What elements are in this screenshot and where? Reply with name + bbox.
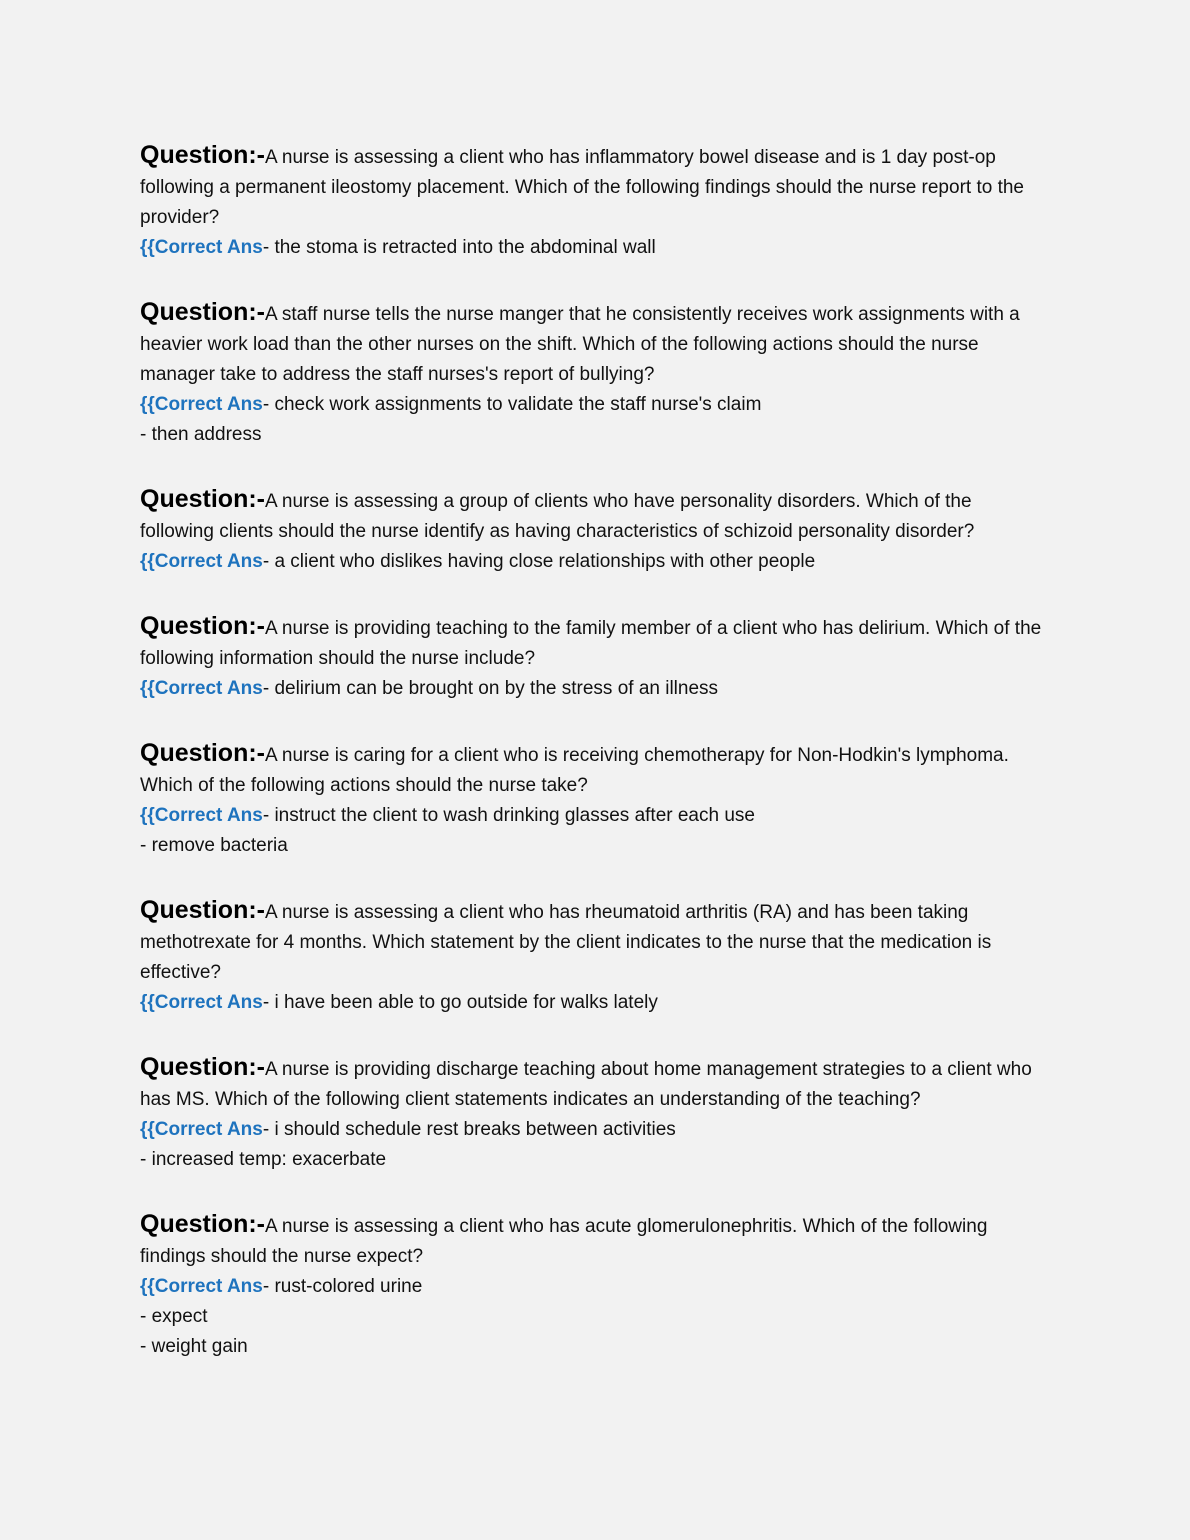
answer-paragraph (140, 674, 1050, 704)
correct-answer-label: {{Correct Ans (140, 678, 263, 699)
correct-answer-label: {{Correct Ans (140, 237, 263, 258)
answer-paragraph (140, 801, 1050, 831)
answer-paragraph (140, 988, 1050, 1018)
question-text: A nurse is assessing a group of clients who have personality disorders. Which of the following clients should the nurse identify as having characteristics of schizoid personality disorder? (140, 491, 975, 542)
question-label: Question:- (140, 1053, 265, 1081)
question-text: A nurse is assessing a client who has acute glomerulonephritis. Which of the following findings should the nurse expect? (140, 1216, 988, 1267)
answer-text: - check work assignments to validate the staff nurse's claim (262, 394, 762, 415)
question-text: A staff nurse tells the nurse manger that he consistently receives work assignments with a heavier work load than the other nurses on the shift. Which of the following actions should the nurse manager take to address the staff nurses's report of bullying? (140, 304, 1020, 385)
answer-paragraph (140, 390, 1050, 420)
qa-item-6 (140, 895, 1050, 1018)
answer-note: - then address (140, 424, 262, 445)
answer-note: - weight gain (140, 1336, 248, 1357)
answer-note: - increased temp: exacerbate (140, 1149, 387, 1170)
answer-text: - rust-colored urine (262, 1276, 423, 1297)
question-paragraph (140, 484, 1050, 547)
question-paragraph (140, 140, 1050, 233)
correct-answer-label: {{Correct Ans (140, 1119, 263, 1140)
question-text: A nurse is assessing a client who has rheumatoid arthritis (RA) and has been taking methotrexate for 4 months. Which statement by the client indicates to the nurse that the medication is effective? (140, 902, 992, 983)
correct-answer-label: {{Correct Ans (140, 551, 263, 572)
answer-text: - i should schedule rest breaks between activities (262, 1119, 676, 1140)
answer-paragraph (140, 547, 1050, 577)
answer-text: - the stoma is retracted into the abdominal wall (262, 237, 656, 258)
answer-paragraph (140, 1272, 1050, 1302)
qa-item-2 (140, 297, 1050, 450)
question-label: Question:- (140, 485, 265, 513)
question-label: Question:- (140, 896, 265, 924)
qa-item-4 (140, 611, 1050, 704)
question-text: A nurse is assessing a client who has inflammatory bowel disease and is 1 day post-op following a permanent ileostomy placement. Which of the following findings should the nurse report to the provider? (140, 147, 1024, 228)
answer-paragraph (140, 1115, 1050, 1145)
correct-answer-label: {{Correct Ans (140, 992, 263, 1013)
answer-note: - expect (140, 1306, 208, 1327)
question-label: Question:- (140, 298, 265, 326)
answer-paragraph (140, 233, 1050, 263)
question-paragraph (140, 611, 1050, 674)
answer-note: - remove bacteria (140, 835, 288, 856)
qa-item-3 (140, 484, 1050, 577)
question-paragraph (140, 895, 1050, 988)
answer-text: - i have been able to go outside for walks lately (262, 992, 658, 1013)
correct-answer-label: {{Correct Ans (140, 1276, 263, 1297)
qa-item-7 (140, 1052, 1050, 1175)
question-text: A nurse is providing teaching to the family member of a client who has delirium. Which of the following information should the nurse include? (140, 618, 1042, 669)
answer-text: - a client who dislikes having close relationships with other people (262, 551, 816, 572)
question-paragraph (140, 738, 1050, 801)
answer-text: - instruct the client to wash drinking glasses after each use (262, 805, 755, 826)
question-text: A nurse is caring for a client who is receiving chemotherapy for Non-Hodkin's lymphoma. Which of the following actions should the nurse take? (140, 745, 1009, 796)
qa-item-1 (140, 140, 1050, 263)
question-paragraph (140, 1209, 1050, 1272)
correct-answer-label: {{Correct Ans (140, 394, 263, 415)
question-paragraph (140, 1052, 1050, 1115)
question-label: Question:- (140, 1210, 265, 1238)
question-label: Question:- (140, 612, 265, 640)
question-paragraph (140, 297, 1050, 390)
qa-item-5 (140, 738, 1050, 861)
question-text: A nurse is providing discharge teaching about home management strategies to a client who has MS. Which of the following client statements indicates an understanding of the teaching? (140, 1059, 1032, 1110)
question-label: Question:- (140, 141, 265, 169)
answer-text: - delirium can be brought on by the stress of an illness (262, 678, 719, 699)
qa-item-8 (140, 1209, 1050, 1362)
correct-answer-label: {{Correct Ans (140, 805, 263, 826)
question-label: Question:- (140, 739, 265, 767)
